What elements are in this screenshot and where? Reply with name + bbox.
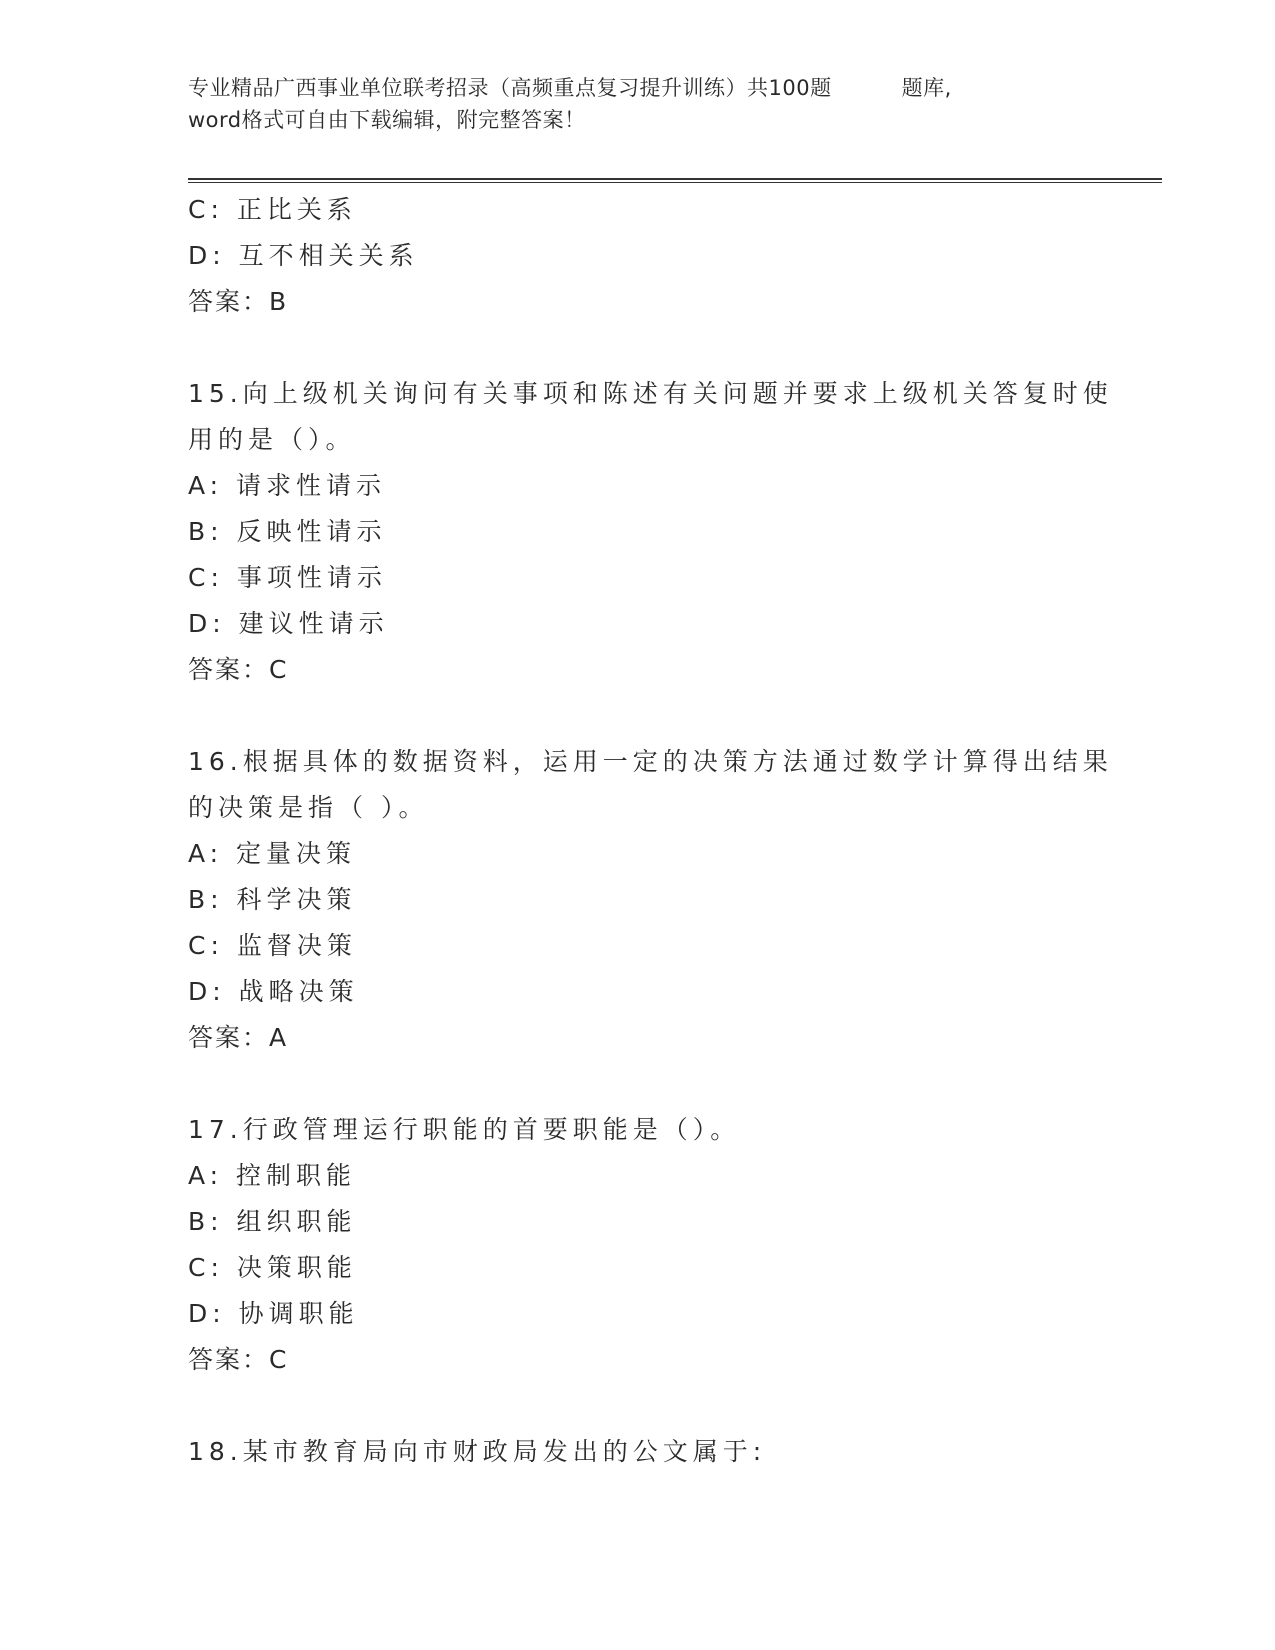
header-title: 专业精品广西事业单位联考招录（高频重点复习提升训练）共100题 (188, 76, 832, 100)
header-line-2: word格式可自由下载编辑，附完整答案！ (188, 108, 586, 132)
question-stem-cont: 的决策是指（ ）。 (188, 793, 429, 822)
question-stem: 16.根据具体的数据资料，运用一定的决策方法通过数学计算得出结果 (188, 747, 1113, 776)
question-18 (188, 1429, 1088, 1475)
option-c: C: 决策职能 (188, 1253, 357, 1282)
option-c: C: 正比关系 (188, 195, 357, 224)
question-15 (188, 371, 1113, 693)
option-b: B: 科学决策 (188, 885, 357, 914)
option-d: D: 互不相关关系 (188, 241, 419, 270)
option-a: A: 控制职能 (188, 1161, 357, 1190)
answer-line: 答案：A (188, 1023, 289, 1052)
question-stem: 17.行政管理运行职能的首要职能是（）。 (188, 1115, 741, 1144)
answer-line: 答案：C (188, 655, 289, 684)
option-b: B: 组织职能 (188, 1207, 357, 1236)
header-divider (188, 178, 1162, 183)
question-stem: 18.某市教育局向市财政局发出的公文属于: (188, 1437, 767, 1466)
option-a: A: 请求性请示 (188, 471, 387, 500)
question-stem: 15.向上级机关询问有关事项和陈述有关问题并要求上级机关答复时使 (188, 379, 1113, 408)
question-stem-cont: 用的是（）。 (188, 425, 356, 454)
question-16 (188, 739, 1113, 1061)
header-title-suffix: 题库, (901, 76, 952, 100)
option-c: C: 事项性请示 (188, 563, 387, 592)
option-a: A: 定量决策 (188, 839, 357, 868)
answer-line: 答案：B (188, 287, 289, 316)
option-d: D: 建议性请示 (188, 609, 389, 638)
option-d: D: 协调职能 (188, 1299, 359, 1328)
question-17 (188, 1107, 1088, 1383)
option-c: C: 监督决策 (188, 931, 357, 960)
page-header (188, 72, 1088, 136)
option-b: B: 反映性请示 (188, 517, 387, 546)
option-d: D: 战略决策 (188, 977, 359, 1006)
answer-line: 答案：C (188, 1345, 289, 1374)
previous-question-tail (188, 187, 1088, 325)
question-list (188, 187, 1113, 1475)
header-line-1 (188, 72, 1088, 104)
